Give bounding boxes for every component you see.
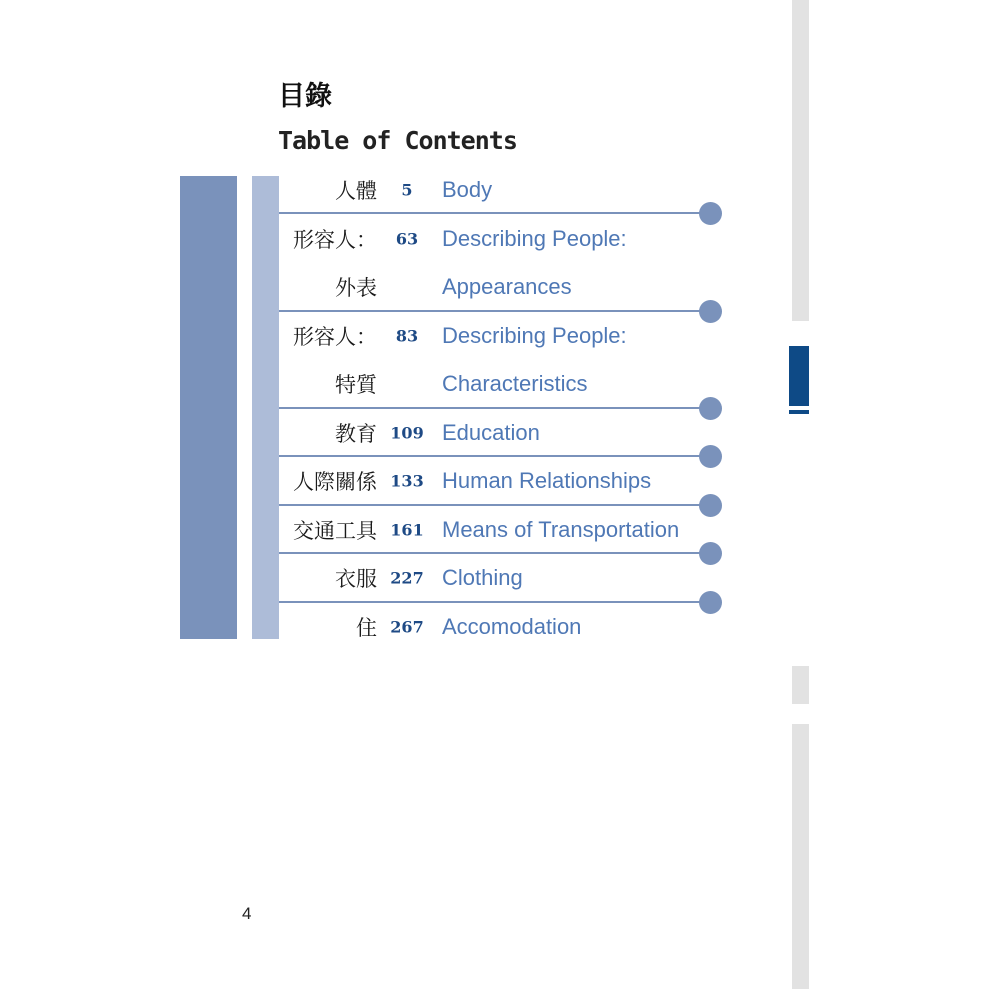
toc-entry[interactable] — [279, 554, 699, 602]
toc-entry-page: 83 — [395, 326, 419, 346]
chapter-tab-marker — [789, 346, 809, 406]
toc-entry-chinese: 住 — [356, 616, 377, 640]
toc-entry[interactable] — [279, 312, 699, 360]
toc-entry[interactable] — [279, 409, 699, 457]
bullet-dot-icon — [699, 445, 722, 468]
toc-entry[interactable] — [279, 457, 699, 505]
bullet-dot-icon — [699, 300, 722, 323]
page-edge-strip — [792, 0, 809, 321]
toc-title-chinese: 目錄 — [278, 81, 332, 112]
toc-divider — [279, 212, 709, 214]
toc-entry-english: Education — [442, 420, 540, 445]
toc-entry-chinese: 形容人： — [293, 325, 377, 349]
toc-entry[interactable] — [279, 166, 699, 214]
bullet-dot-icon — [699, 494, 722, 517]
toc-entry-english: Describing People: — [442, 226, 627, 251]
toc-entry[interactable] — [279, 506, 699, 554]
toc-entry-page: 161 — [390, 520, 424, 540]
toc-entry[interactable] — [279, 215, 699, 263]
toc-entry-english: Clothing — [442, 565, 523, 590]
toc-divider — [279, 455, 709, 457]
bullet-dot-icon — [699, 591, 722, 614]
toc-entry-chinese: 衣服 — [335, 567, 377, 591]
toc-entry-chinese: 人際關係 — [293, 470, 377, 494]
toc-entry-english: Accomodation — [442, 614, 582, 639]
toc-entry-chinese: 教育 — [335, 422, 377, 446]
toc-entry-page: 133 — [390, 471, 424, 491]
toc-entry-page: 267 — [390, 617, 424, 637]
toc-divider — [279, 601, 709, 603]
decorative-bar-light — [252, 176, 279, 639]
toc-entry[interactable] — [279, 603, 699, 651]
toc-title-english: Table of Contents — [278, 126, 517, 155]
page-edge-strip — [792, 666, 809, 704]
toc-entry-chinese: 外表 — [335, 276, 377, 300]
toc-entry-english: Characteristics — [442, 371, 588, 396]
toc-entry-chinese: 交通工具 — [293, 519, 377, 543]
decorative-bar-dark — [180, 176, 237, 639]
toc-entry-english: Describing People: — [442, 323, 627, 348]
toc-entry-english: Human Relationships — [442, 468, 652, 493]
toc-entry-chinese: 人體 — [335, 179, 377, 203]
toc-divider — [279, 504, 709, 506]
toc-entry-english: Body — [442, 177, 493, 202]
toc-entry-continuation[interactable] — [279, 263, 699, 311]
toc-entry-page: 227 — [390, 568, 424, 588]
toc-entry-chinese: 特質 — [335, 373, 377, 397]
toc-entry-english: Appearances — [442, 274, 572, 299]
page-edge-strip — [792, 724, 809, 989]
chapter-tab-underline — [789, 410, 809, 414]
page-number: 4 — [242, 904, 252, 923]
toc-divider — [279, 310, 709, 312]
bullet-dot-icon — [699, 542, 722, 565]
toc-entry-english: Means of Transportation — [442, 517, 680, 542]
toc-divider — [279, 407, 709, 409]
toc-entry-page: 109 — [390, 423, 424, 443]
toc-entry-continuation[interactable] — [279, 360, 699, 408]
toc-entry-page: 5 — [401, 180, 413, 200]
toc-divider — [279, 552, 709, 554]
bullet-dot-icon — [699, 397, 722, 420]
bullet-dot-icon — [699, 202, 722, 225]
toc-entry-page: 63 — [395, 229, 419, 249]
toc-entry-chinese: 形容人： — [293, 228, 377, 252]
